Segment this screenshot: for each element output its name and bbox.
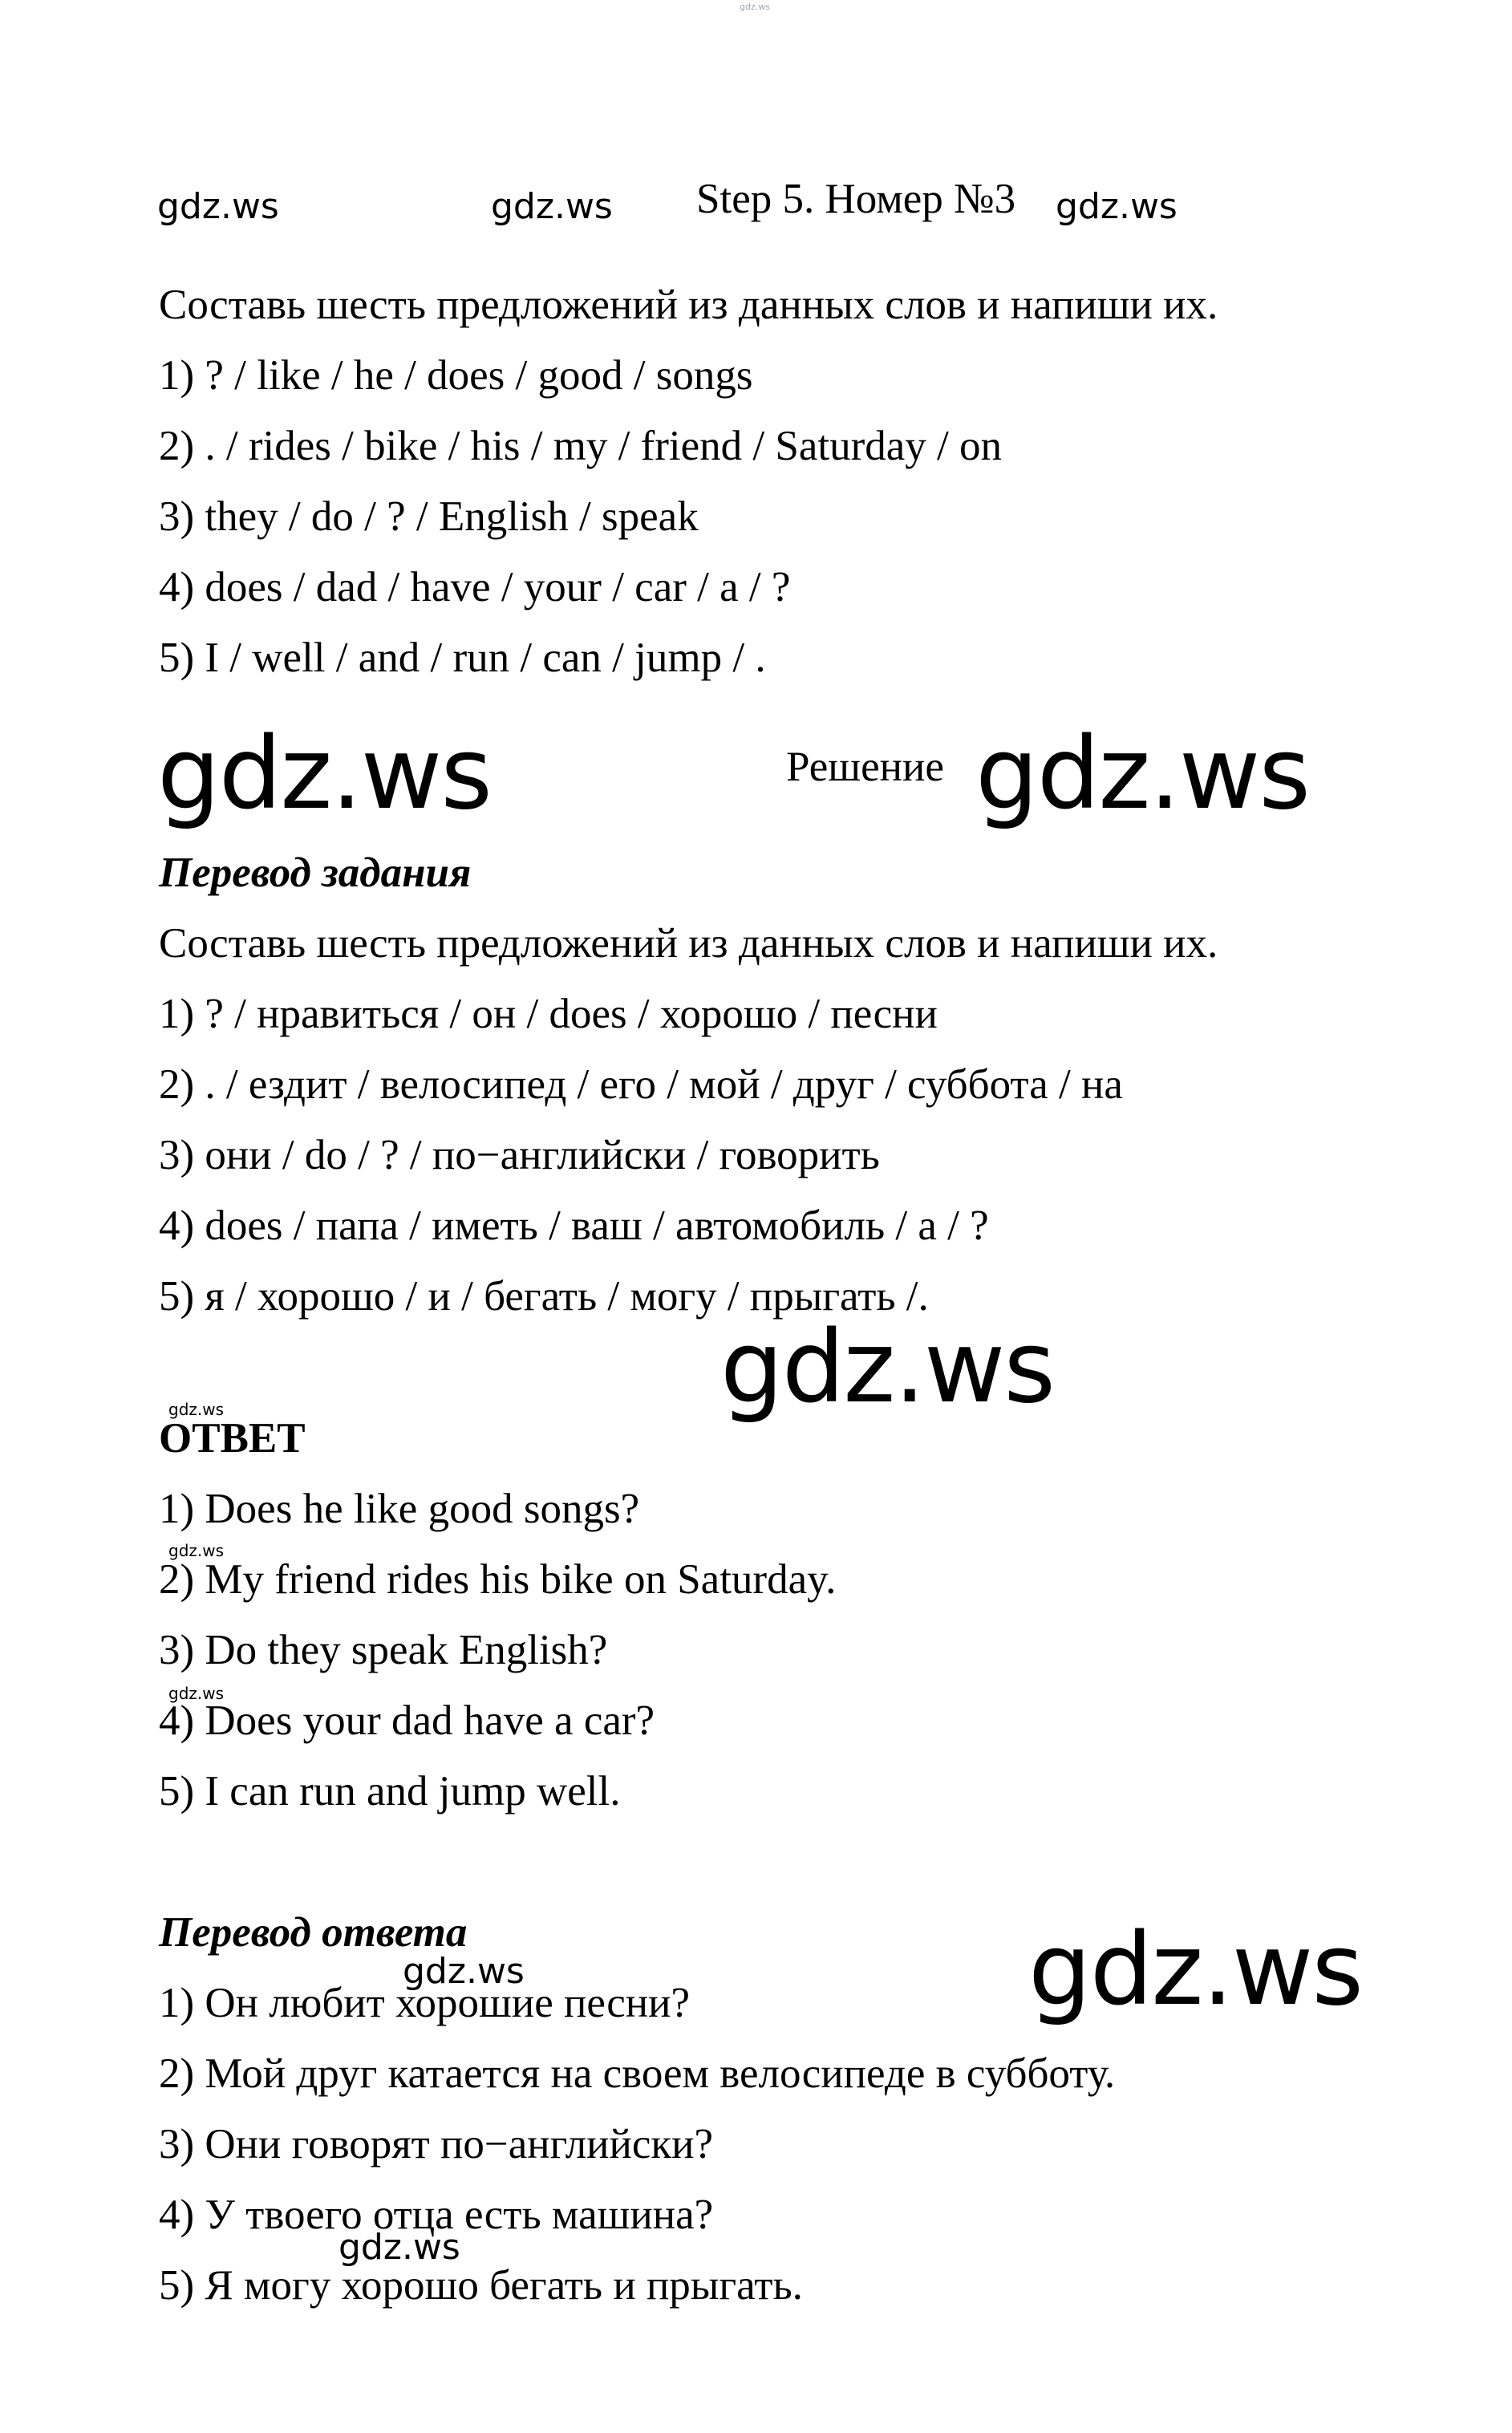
watermark-small-1: gdz.ws: [168, 1400, 225, 1419]
answer-translation-item-4: 4) У твоего отца есть машина?: [159, 2192, 714, 2238]
watermark-large-4: gdz.ws: [1028, 1912, 1362, 2028]
watermark-header-1: gdz.ws: [157, 186, 279, 227]
watermark-medium-2: gdz.ws: [338, 2227, 460, 2268]
solution-label: Решение: [786, 744, 944, 790]
answer-translation-item-1: 1) Он любит хорошие песни?: [159, 1980, 690, 2026]
task-item-4: 4) does / dad / have / your / car / a / ?: [159, 564, 791, 610]
task-translation-instruction: Составь шесть предложений из данных слов и напиши их.: [159, 920, 1218, 967]
answer-item-4: 4) Does your dad have a car?: [159, 1697, 655, 1744]
watermark-medium-1: gdz.ws: [403, 1951, 525, 1992]
task-translation-item-3: 3) они / do / ? / по−английски / говорить: [159, 1132, 880, 1178]
task-item-1: 1) ? / like / he / does / good / songs: [159, 352, 753, 399]
answer-item-5: 5) I can run and jump well.: [159, 1768, 621, 1815]
watermark-large-3: gdz.ws: [720, 1310, 1054, 1425]
watermark-small-2: gdz.ws: [168, 1541, 225, 1560]
watermark-small-3: gdz.ws: [168, 1684, 225, 1703]
watermark-large-1: gdz.ws: [157, 716, 491, 832]
watermark-top-tiny: gdz.ws: [740, 2, 770, 12]
task-translation-heading: Перевод задания: [159, 850, 472, 896]
watermark-header-2: gdz.ws: [491, 186, 613, 227]
answer-heading: ОТВЕТ: [159, 1415, 306, 1462]
answer-translation-heading: Перевод ответа: [159, 1909, 468, 1956]
task-instruction: Составь шесть предложений из данных слов и напиши их.: [159, 282, 1218, 328]
answer-translation-item-3: 3) Они говорят по−английски?: [159, 2121, 714, 2167]
answer-translation-item-2: 2) Мой друг катается на своем велосипеде в субботу.: [159, 2050, 1116, 2097]
watermark-header-3: gdz.ws: [1056, 186, 1178, 227]
task-translation-item-5: 5) я / хорошо / и / бегать / могу / прыгать /.: [159, 1273, 929, 1320]
task-item-3: 3) they / do / ? / English / speak: [159, 493, 699, 540]
task-item-2: 2) . / rides / bike / his / my / friend / Saturday / on: [159, 423, 1003, 469]
task-translation-item-4: 4) does / папа / иметь / ваш / автомобиль / а / ?: [159, 1202, 989, 1249]
task-item-5: 5) I / well / and / run / can / jump / .: [159, 635, 766, 681]
watermark-large-2: gdz.ws: [975, 716, 1309, 832]
task-translation-item-2: 2) . / ездит / велосипед / его / мой / друг / суббота / на: [159, 1061, 1123, 1108]
answer-item-3: 3) Do they speak English?: [159, 1627, 608, 1673]
page-title: Step 5. Номер №3: [696, 176, 1016, 222]
task-translation-item-1: 1) ? / нравиться / он / does / хорошо / песни: [159, 991, 938, 1037]
answer-translation-item-5: 5) Я могу хорошо бегать и прыгать.: [159, 2262, 803, 2309]
answer-item-2: 2) My friend rides his bike on Saturday.: [159, 1556, 837, 1603]
answer-item-1: 1) Does he like good songs?: [159, 1486, 640, 1532]
